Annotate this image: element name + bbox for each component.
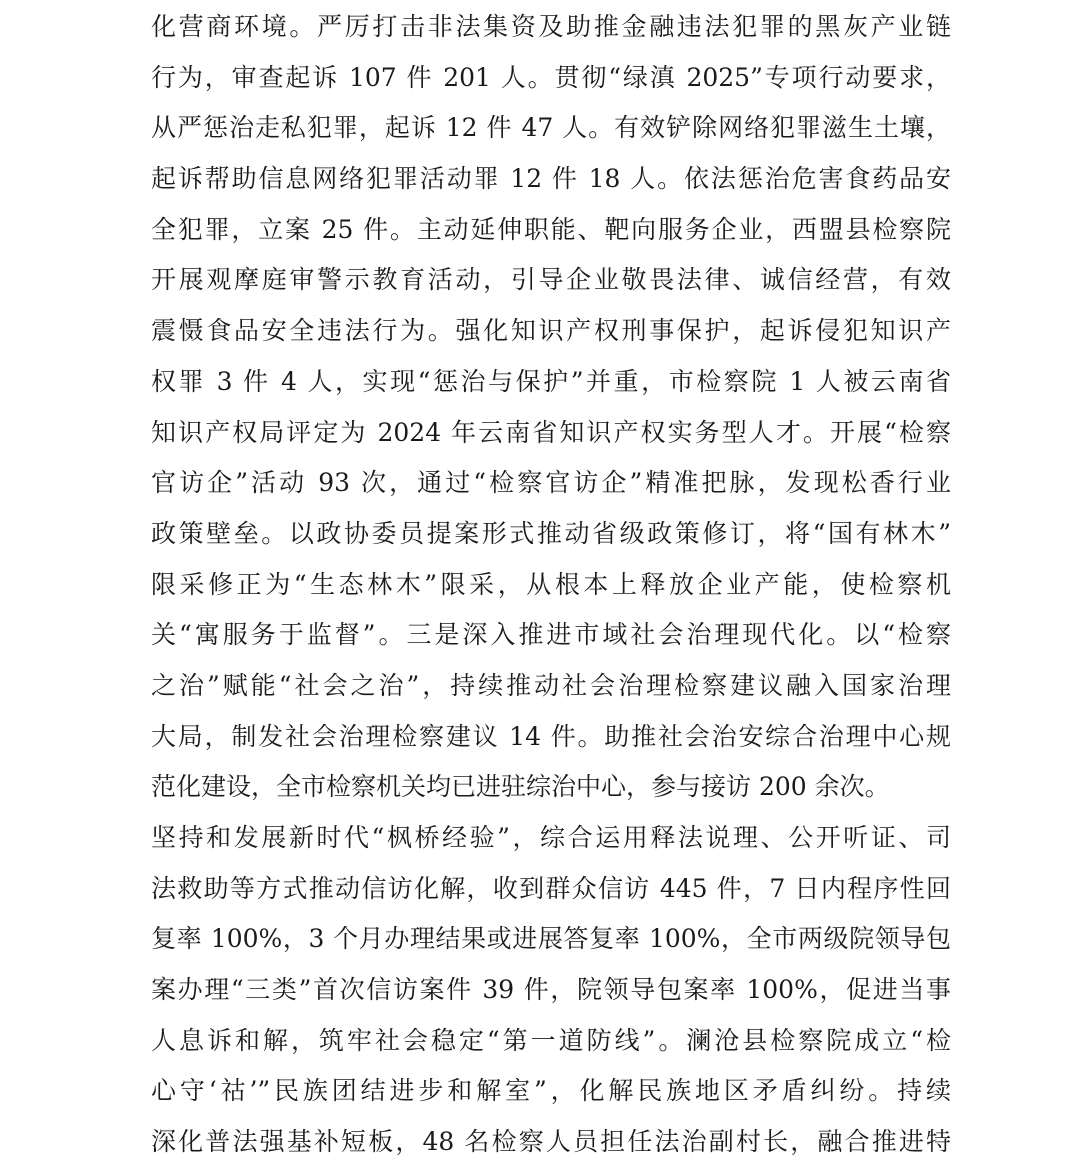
text-line: 行为，审查起诉 107 件 201 人。贯彻“绿滇 2025”专项行动要求， bbox=[151, 62, 951, 92]
text-line: 关“寓服务于监督”。三是深入推进市域社会治理现代化。以“检察 bbox=[151, 620, 951, 650]
body-text bbox=[151, 2, 951, 1168]
text-line: 大局，制发社会治理检察建议 14 件。助推社会治安综合治理中心规 bbox=[151, 721, 951, 751]
text-line: 之治”赋能“社会之治”，持续推动社会治理检察建议融入国家治理 bbox=[151, 670, 951, 700]
text-line: 化营商环境。严厉打击非法集资及助推金融违法犯罪的黑灰产业链 bbox=[151, 12, 951, 41]
text-line: 震慑食品安全违法行为。强化知识产权刑事保护，起诉侵犯知识产 bbox=[151, 316, 951, 346]
text-line: 人息诉和解，筑牢社会稳定“第一道防线”。澜沧县检察院成立“检 bbox=[151, 1025, 951, 1055]
text-line: 政策壁垒。以政协委员提案形式推动省级政策修订，将“国有林木” bbox=[151, 518, 951, 548]
text-line: 法救助等方式推动信访化解，收到群众信访 445 件，7 日内程序性回 bbox=[151, 873, 951, 903]
text-line: 限采修正为“生态林木”限采，从根本上释放企业产能，使检察机 bbox=[151, 569, 951, 599]
text-line: 全犯罪，立案 25 件。主动延伸职能、靶向服务企业，西盟县检察院 bbox=[151, 214, 951, 244]
text-line: 复率 100%，3 个月办理结果或进展答复率 100%，全市两级院领导包 bbox=[151, 924, 951, 954]
text-line: 案办理“三类”首次信访案件 39 件，院领导包案率 100%，促进当事 bbox=[151, 975, 951, 1005]
text-line: 从严惩治走私犯罪，起诉 12 件 47 人。有效铲除网络犯罪滋生土壤， bbox=[151, 113, 951, 143]
text-line: 深化普法强基补短板，48 名检察人员担任法治副村长，融合推进特 bbox=[151, 1127, 951, 1157]
text-line: 起诉帮助信息网络犯罪活动罪 12 件 18 人。依法惩治危害食药品安 bbox=[151, 164, 951, 194]
text-line: 开展观摩庭审警示教育活动，引导企业敬畏法律、诚信经营，有效 bbox=[151, 265, 951, 295]
text-line: 范化建设，全市检察机关均已进驻综治中心，参与接访 200 余次。 bbox=[151, 772, 890, 802]
text-line: 心守‘祜’”民族团结进步和解室”，化解民族地区矛盾纠纷。持续 bbox=[151, 1076, 951, 1106]
text-line: 官访企”活动 93 次，通过“检察官访企”精准把脉，发现松香行业 bbox=[151, 468, 951, 498]
text-line: 坚持和发展新时代“枫桥经验”，综合运用释法说理、公开听证、司 bbox=[151, 823, 951, 852]
text-line: 权罪 3 件 4 人，实现“惩治与保护”并重，市检察院 1 人被云南省 bbox=[151, 366, 951, 396]
text-line: 知识产权局评定为 2024 年云南省知识产权实务型人才。开展“检察 bbox=[151, 417, 951, 447]
